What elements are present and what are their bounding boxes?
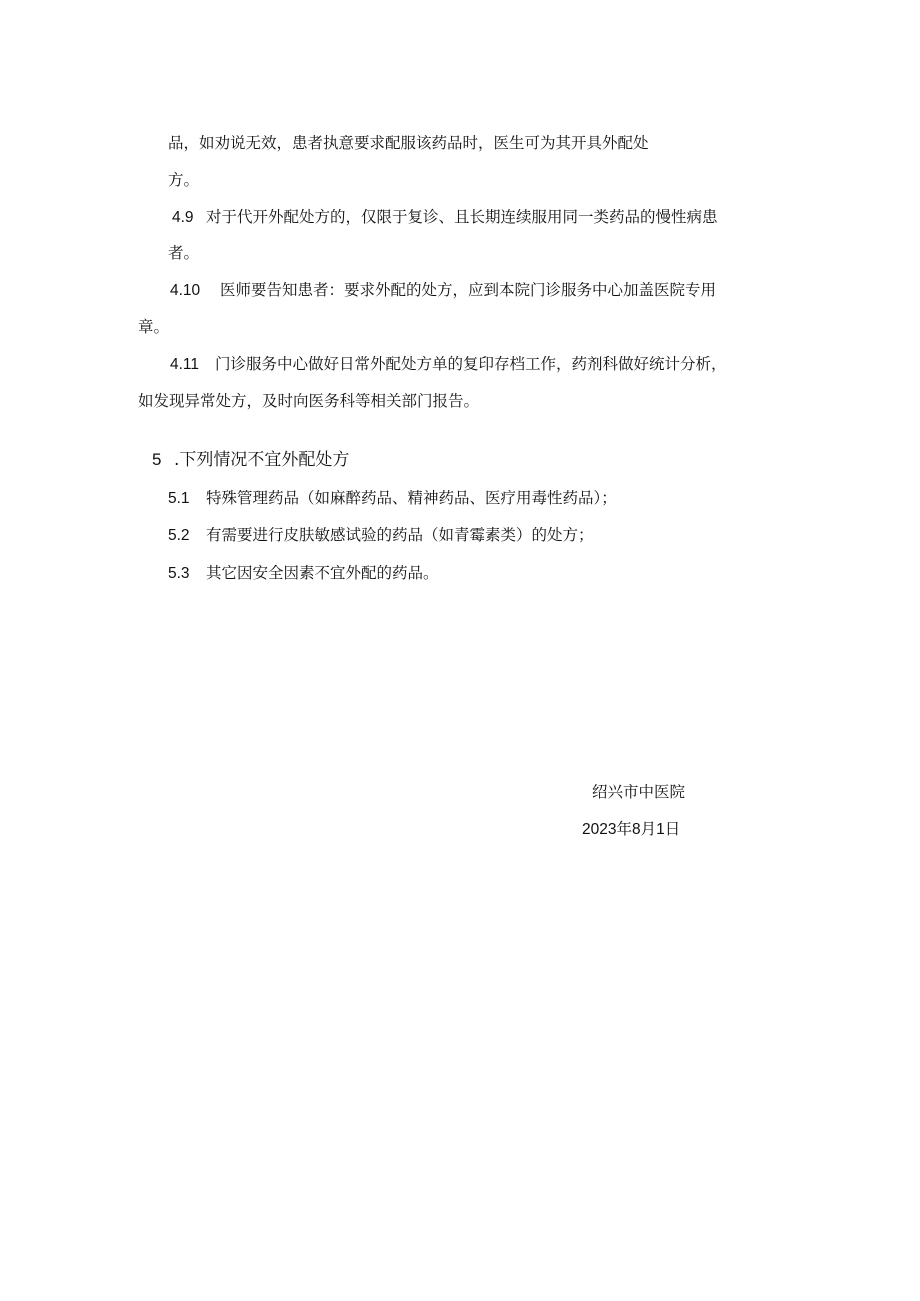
clause-number: 4.9	[172, 209, 194, 226]
clause-text: 门诊服务中心做好日常外配处方单的复印存档工作，药剂科做好统计分析，	[215, 355, 727, 373]
clause-text: 其它因安全因素不宜外配的药品。	[206, 564, 439, 582]
clause-4-9	[172, 207, 718, 228]
clause-4-10	[170, 280, 716, 301]
clause-number: 5.3	[168, 565, 190, 582]
clause-number: 4.10	[170, 282, 201, 299]
clause-4-10-line-2: 章。	[138, 318, 170, 336]
clause-5-2	[168, 525, 594, 546]
clause-text: 有需要进行皮肤敏感试验的药品（如青霉素类）的处方；	[206, 526, 594, 544]
section-number: 5	[152, 450, 162, 469]
signature-date: 2023年8月1日	[582, 821, 681, 838]
clause-number: 5.1	[168, 490, 190, 507]
paragraph-continuation-line-1: 品，如劝说无效，患者执意要求配服该药品时，医生可为其开具外配处	[168, 134, 649, 152]
clause-5-1	[168, 488, 617, 509]
section-5-heading	[152, 450, 349, 470]
clause-text: 对于代开外配处方的，仅限于复诊、且长期连续服用同一类药品的慢性病患	[206, 208, 718, 226]
clause-4-11-line-2: 如发现异常处方，及时向医务科等相关部门报告。	[138, 392, 480, 410]
paragraph-continuation-line-2: 方。	[168, 171, 200, 189]
clause-4-9-line-2: 者。	[168, 244, 200, 262]
clause-text: 特殊管理药品（如麻醉药品、精神药品、医疗用毒性药品）；	[206, 489, 617, 507]
clause-4-11	[170, 354, 727, 375]
clause-5-3	[168, 563, 439, 584]
clause-text: 医师要告知患者：要求外配的处方，应到本院门诊服务中心加盖医院专用	[220, 281, 717, 299]
clause-number: 4.11	[170, 356, 200, 373]
section-title: .下列情况不宜外配处方	[174, 450, 350, 470]
signature-organization: 绍兴市中医院	[592, 783, 686, 801]
clause-number: 5.2	[168, 527, 190, 544]
